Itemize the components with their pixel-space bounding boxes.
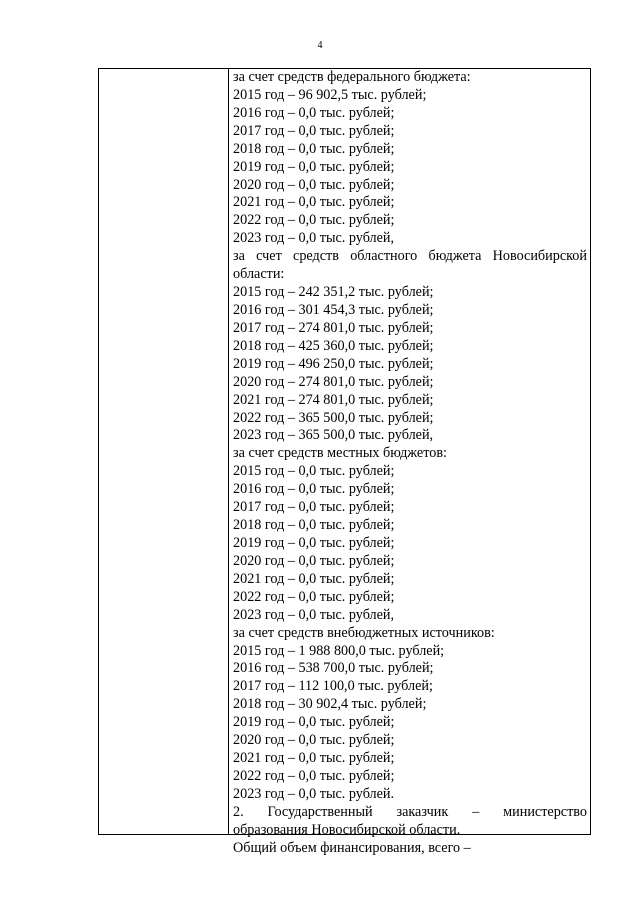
list-item: 2023 год – 365 500,0 тыс. рублей, — [233, 427, 434, 444]
list-item: 2021 год – 274 801,0 тыс. рублей; — [233, 391, 434, 408]
list-item: 2016 год – 0,0 тыс. рублей; — [233, 104, 395, 121]
table-right-column — [229, 69, 590, 856]
list-item: 2018 год – 30 902,4 тыс. рублей; — [233, 696, 427, 713]
local-heading: за счет средств местных бюджетов: — [233, 445, 447, 462]
list-item: 2020 год – 274 801,0 тыс. рублей; — [233, 373, 434, 390]
regional-heading-line2: области: — [233, 266, 285, 283]
list-item: 2022 год – 0,0 тыс. рублей; — [233, 767, 395, 784]
list-item: 2022 год – 0,0 тыс. рублей; — [233, 588, 395, 605]
federal-lines — [233, 87, 587, 248]
page-number: 4 — [317, 40, 323, 51]
list-item: 2021 год – 0,0 тыс. рублей; — [233, 750, 395, 767]
list-item: 2015 год – 242 351,2 тыс. рублей; — [233, 284, 434, 301]
extrabudgetary-heading: за счет средств внебюджетных источников: — [233, 624, 495, 641]
list-item: 2018 год – 425 360,0 тыс. рублей; — [233, 337, 434, 354]
list-item: 2017 год – 112 100,0 тыс. рублей; — [233, 678, 433, 695]
list-item: 2021 год – 0,0 тыс. рублей; — [233, 194, 395, 211]
table-left-column — [99, 69, 229, 834]
customer-line1: 2. Государственный заказчик – министерство — [233, 803, 587, 820]
list-item: 2017 год – 0,0 тыс. рублей; — [233, 499, 395, 516]
regional-heading-line1: за счет средств областного бюджета Новосибирской — [233, 248, 587, 265]
federal-heading: за счет средств федерального бюджета: — [233, 69, 471, 85]
list-item: 2020 год – 0,0 тыс. рублей; — [233, 732, 395, 749]
list-item: 2019 год – 496 250,0 тыс. рублей; — [233, 355, 434, 372]
list-item: 2023 год – 0,0 тыс. рублей. — [233, 785, 395, 802]
list-item: 2022 год – 365 500,0 тыс. рублей; — [233, 409, 434, 426]
list-item: 2020 год – 0,0 тыс. рублей; — [233, 552, 395, 569]
list-item: 2016 год – 538 700,0 тыс. рублей; — [233, 660, 434, 677]
list-item: 2015 год – 0,0 тыс. рублей; — [233, 463, 395, 480]
list-item: 2021 год – 0,0 тыс. рублей; — [233, 570, 395, 587]
regional-lines — [233, 284, 587, 445]
list-item: 2015 год – 1 988 800,0 тыс. рублей; — [233, 642, 445, 659]
list-item: 2019 год – 0,0 тыс. рублей; — [233, 158, 395, 175]
local-lines — [233, 463, 587, 624]
list-item: 2016 год – 0,0 тыс. рублей; — [233, 481, 395, 498]
extrabudgetary-lines — [233, 643, 587, 804]
list-item: 2023 год – 0,0 тыс. рублей, — [233, 230, 395, 247]
list-item: 2018 год – 0,0 тыс. рублей; — [233, 140, 395, 157]
list-item: 2015 год – 96 902,5 тыс. рублей; — [233, 86, 427, 103]
list-item: 2023 год – 0,0 тыс. рублей, — [233, 606, 395, 623]
customer-line2: образования Новосибирской области. — [233, 821, 461, 838]
list-item: 2016 год – 301 454,3 тыс. рублей; — [233, 302, 434, 318]
total-financing: Общий объем финансирования, всего – — [233, 839, 471, 856]
list-item: 2018 год – 0,0 тыс. рублей; — [233, 517, 395, 534]
financing-table — [98, 68, 591, 856]
list-item: 2019 год – 0,0 тыс. рублей; — [233, 714, 395, 731]
list-item: 2017 год – 274 801,0 тыс. рублей; — [233, 319, 434, 336]
list-item: 2022 год – 0,0 тыс. рублей; — [233, 212, 395, 229]
list-item: 2020 год – 0,0 тыс. рублей; — [233, 176, 395, 193]
list-item: 2017 год – 0,0 тыс. рублей; — [233, 122, 395, 139]
list-item: 2019 год – 0,0 тыс. рублей; — [233, 534, 395, 551]
